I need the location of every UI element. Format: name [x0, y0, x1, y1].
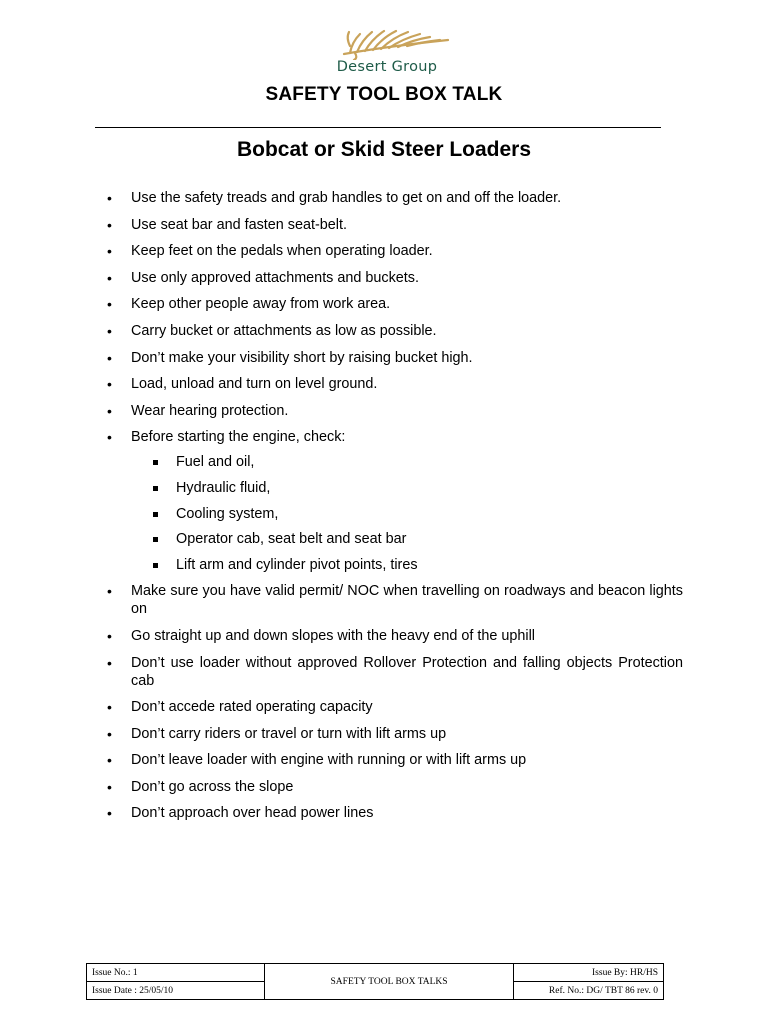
bullet-icon: • [107, 725, 112, 742]
checklist-item-text: Fuel and oil, [176, 454, 255, 471]
list-item [105, 428, 683, 573]
checklist-item-text: Lift arm and cylinder pivot points, tires [176, 556, 418, 573]
list-item [105, 751, 683, 769]
list-item-text: Don’t carry riders or travel or turn with lift arms up [131, 725, 447, 742]
list-item [105, 189, 683, 207]
bullet-icon: • [107, 402, 112, 419]
engine-checklist [150, 453, 683, 573]
issue-by: Issue By: HR/HS [514, 964, 664, 982]
list-item-text: Before starting the engine, check: [131, 429, 346, 446]
square-bullet-icon [153, 512, 158, 517]
header-title: SAFETY TOOL BOX TALK [265, 84, 503, 105]
list-item [105, 295, 683, 313]
issue-date: Issue Date : 25/05/10 [87, 982, 265, 1000]
reference-number: Ref. No.: DG/ TBT 86 rev. 0 [514, 982, 664, 1000]
company-logo [310, 24, 470, 80]
list-item [105, 698, 683, 716]
list-item [105, 804, 683, 822]
checklist-item-text: Hydraulic fluid, [176, 479, 271, 496]
bullet-icon: • [107, 752, 112, 769]
bullet-icon: • [107, 216, 112, 233]
bullet-icon: • [107, 429, 112, 446]
bullet-icon: • [107, 269, 112, 286]
bullet-icon: • [107, 349, 112, 366]
document-title: Bobcat or Skid Steer Loaders [236, 138, 532, 161]
list-item [105, 322, 683, 340]
square-bullet-icon [153, 486, 158, 491]
list-item-text: Don’t leave loader with engine with running or with lift arms up [131, 752, 527, 769]
square-bullet-icon [153, 537, 158, 542]
list-item [105, 402, 683, 420]
list-item [105, 725, 683, 743]
checklist-item-text: Cooling system, [176, 505, 279, 522]
bullet-icon: • [107, 778, 112, 795]
list-item-text: Load, unload and turn on level ground. [131, 376, 378, 393]
list-item-text: Don’t make your visibility short by raising bucket high. [131, 349, 473, 366]
document-footer [86, 963, 664, 1000]
list-item [105, 375, 683, 393]
bullet-icon: • [107, 583, 112, 600]
list-item-text: Keep feet on the pedals when operating loader. [131, 243, 433, 260]
list-item-text: Make sure you have valid permit/ NOC when travelling on roadways and beacon lights on [131, 583, 683, 618]
list-item-text: Don’t approach over head power lines [131, 805, 374, 822]
checklist-item [150, 505, 683, 523]
footer-row [87, 964, 664, 982]
list-item-text: Use only approved attachments and buckets. [131, 269, 419, 286]
list-item-text: Wear hearing protection. [131, 402, 289, 419]
checklist-item [150, 453, 683, 471]
list-item [105, 654, 683, 690]
list-item [105, 269, 683, 287]
square-bullet-icon [153, 563, 158, 568]
square-bullet-icon [153, 460, 158, 465]
issue-number: Issue No.: 1 [87, 964, 265, 982]
checklist-item-text: Operator cab, seat belt and seat bar [176, 531, 407, 548]
list-item-text: Carry bucket or attachments as low as possible. [131, 322, 437, 339]
list-item-text: Don’t accede rated operating capacity [131, 699, 373, 716]
palm-leaf-icon [310, 24, 464, 60]
list-item-text: Use seat bar and fasten seat-belt. [131, 216, 347, 233]
list-item-text: Use the safety treads and grab handles to get on and off the loader. [131, 190, 562, 206]
checklist-item [150, 479, 683, 497]
company-logo-text: Desert Group [336, 59, 438, 75]
list-item-text: Don’t go across the slope [131, 778, 294, 795]
list-item [105, 627, 683, 645]
list-item [105, 216, 683, 234]
bullet-icon: • [107, 376, 112, 393]
bullet-icon: • [107, 805, 112, 822]
bullet-icon: • [107, 296, 112, 313]
bullet-icon: • [107, 627, 112, 644]
list-item-text: Don’t use loader without approved Rollover Protection and falling objects Protection cab [131, 654, 683, 689]
safety-rules-list [105, 189, 683, 831]
bullet-icon: • [107, 699, 112, 716]
list-item [105, 778, 683, 796]
checklist-item [150, 530, 683, 548]
list-item [105, 349, 683, 367]
bullet-icon: • [107, 322, 112, 339]
footer-center-title: SAFETY TOOL BOX TALKS [264, 964, 514, 1000]
list-item [105, 582, 683, 618]
list-item [105, 242, 683, 260]
list-item-text: Keep other people away from work area. [131, 296, 391, 313]
bullet-icon: • [107, 654, 112, 671]
bullet-icon: • [107, 190, 112, 206]
header-divider [95, 127, 661, 128]
bullet-icon: • [107, 243, 112, 260]
list-item-text: Go straight up and down slopes with the heavy end of the uphill [131, 627, 535, 644]
checklist-item [150, 556, 683, 574]
